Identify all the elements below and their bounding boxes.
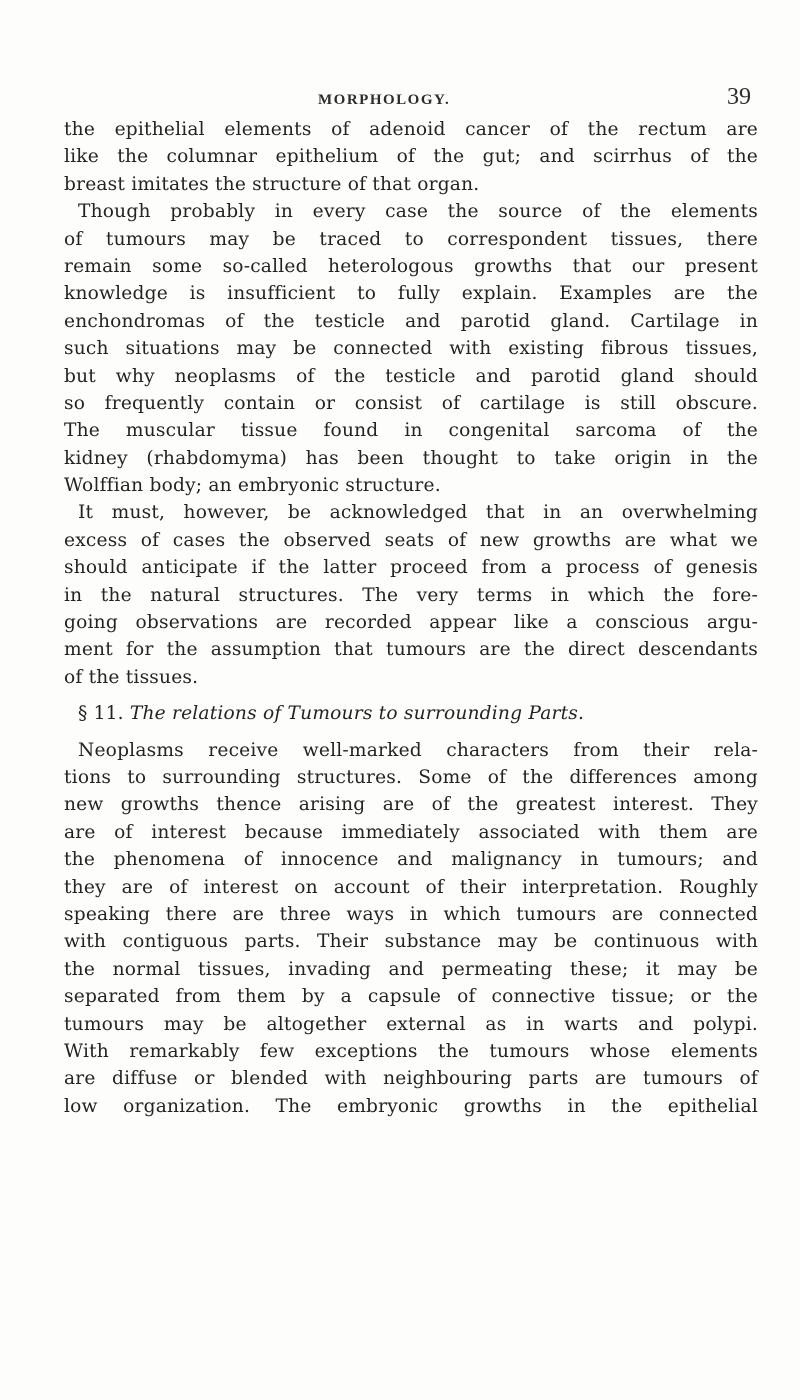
text-line: tumours may be altogether external as in warts and polypi.	[64, 1013, 758, 1035]
body-text	[64, 116, 758, 1120]
section-title: The relations of Tumours to surrounding Parts.	[129, 703, 585, 725]
text-line: are diffuse or blended with neighbouring parts are tumours of	[64, 1068, 758, 1090]
text-line: should anticipate if the latter proceed from a process of genesis	[64, 557, 758, 579]
text-line: but why neoplasms of the testicle and parotid gland should	[64, 365, 758, 387]
text-line: so frequently contain or consist of cartilage is still obscure.	[64, 392, 758, 414]
text-line: new growths thence arising are of the greatest interest. They	[64, 794, 758, 816]
text-line: such situations may be connected with existing fibrous tissues,	[64, 338, 758, 360]
text-line: It must, however, be acknowledged that in an overwhelming	[78, 502, 758, 524]
paragraph-2	[64, 198, 758, 499]
text-line: Neoplasms receive well-marked characters from their rela-	[78, 739, 758, 761]
text-line: remain some so-called heterologous growths that our present	[64, 255, 758, 277]
text-line: low organization. The embryonic growths in the epithelial	[64, 1095, 758, 1117]
text-line: of the tissues.	[64, 666, 199, 688]
text-line: ment for the assumption that tumours are the direct descendants	[64, 639, 758, 661]
text-line: Wolffian body; an embryonic structure.	[64, 475, 441, 497]
text-line: separated from them by a capsule of connective tissue; or the	[64, 986, 758, 1008]
text-line: like the columnar epithelium of the gut; and scirrhus of the	[64, 146, 758, 168]
running-head: MORPHOLOGY.	[318, 92, 451, 108]
paragraph-1	[64, 116, 758, 198]
page-number: 39	[727, 84, 751, 110]
text-line: enchondromas of the testicle and parotid gland. Cartilage in	[64, 310, 758, 332]
section-heading	[64, 700, 758, 727]
text-line: Though probably in every case the source of the elements	[78, 201, 758, 223]
text-line: they are of interest on account of their interpretation. Roughly	[64, 876, 758, 898]
section-paragraph	[64, 737, 758, 1120]
text-line: are of interest because immediately associated with them are	[64, 821, 758, 843]
text-line: The muscular tissue found in congenital sarcoma of the	[64, 420, 758, 442]
section-number: § 11.	[78, 703, 124, 725]
text-line: the phenomena of innocence and malignancy in tumours; and	[64, 849, 758, 871]
text-line: going observations are recorded appear like a conscious argu-	[64, 612, 758, 634]
text-line: with contiguous parts. Their substance may be continuous with	[64, 931, 758, 953]
text-line: the epithelial elements of adenoid cancer of the rectum are	[64, 119, 758, 140]
paragraph-3	[64, 499, 758, 691]
text-line: knowledge is insufficient to fully explain. Examples are the	[64, 283, 758, 305]
text-line: the normal tissues, invading and permeating these; it may be	[64, 958, 758, 980]
text-line: kidney (rhabdomyma) has been thought to take origin in the	[64, 447, 758, 469]
text-line: tions to surrounding structures. Some of the differences among	[64, 766, 758, 788]
text-line: excess of cases the observed seats of new growths are what we	[64, 529, 758, 551]
text-line: breast imitates the structure of that organ.	[64, 173, 480, 195]
text-line: With remarkably few exceptions the tumours whose elements	[64, 1040, 758, 1062]
text-line: in the natural structures. The very terms in which the fore-	[64, 584, 758, 606]
text-line: speaking there are three ways in which tumours are connected	[64, 903, 758, 925]
text-line: of tumours may be traced to correspondent tissues, there	[64, 228, 758, 250]
